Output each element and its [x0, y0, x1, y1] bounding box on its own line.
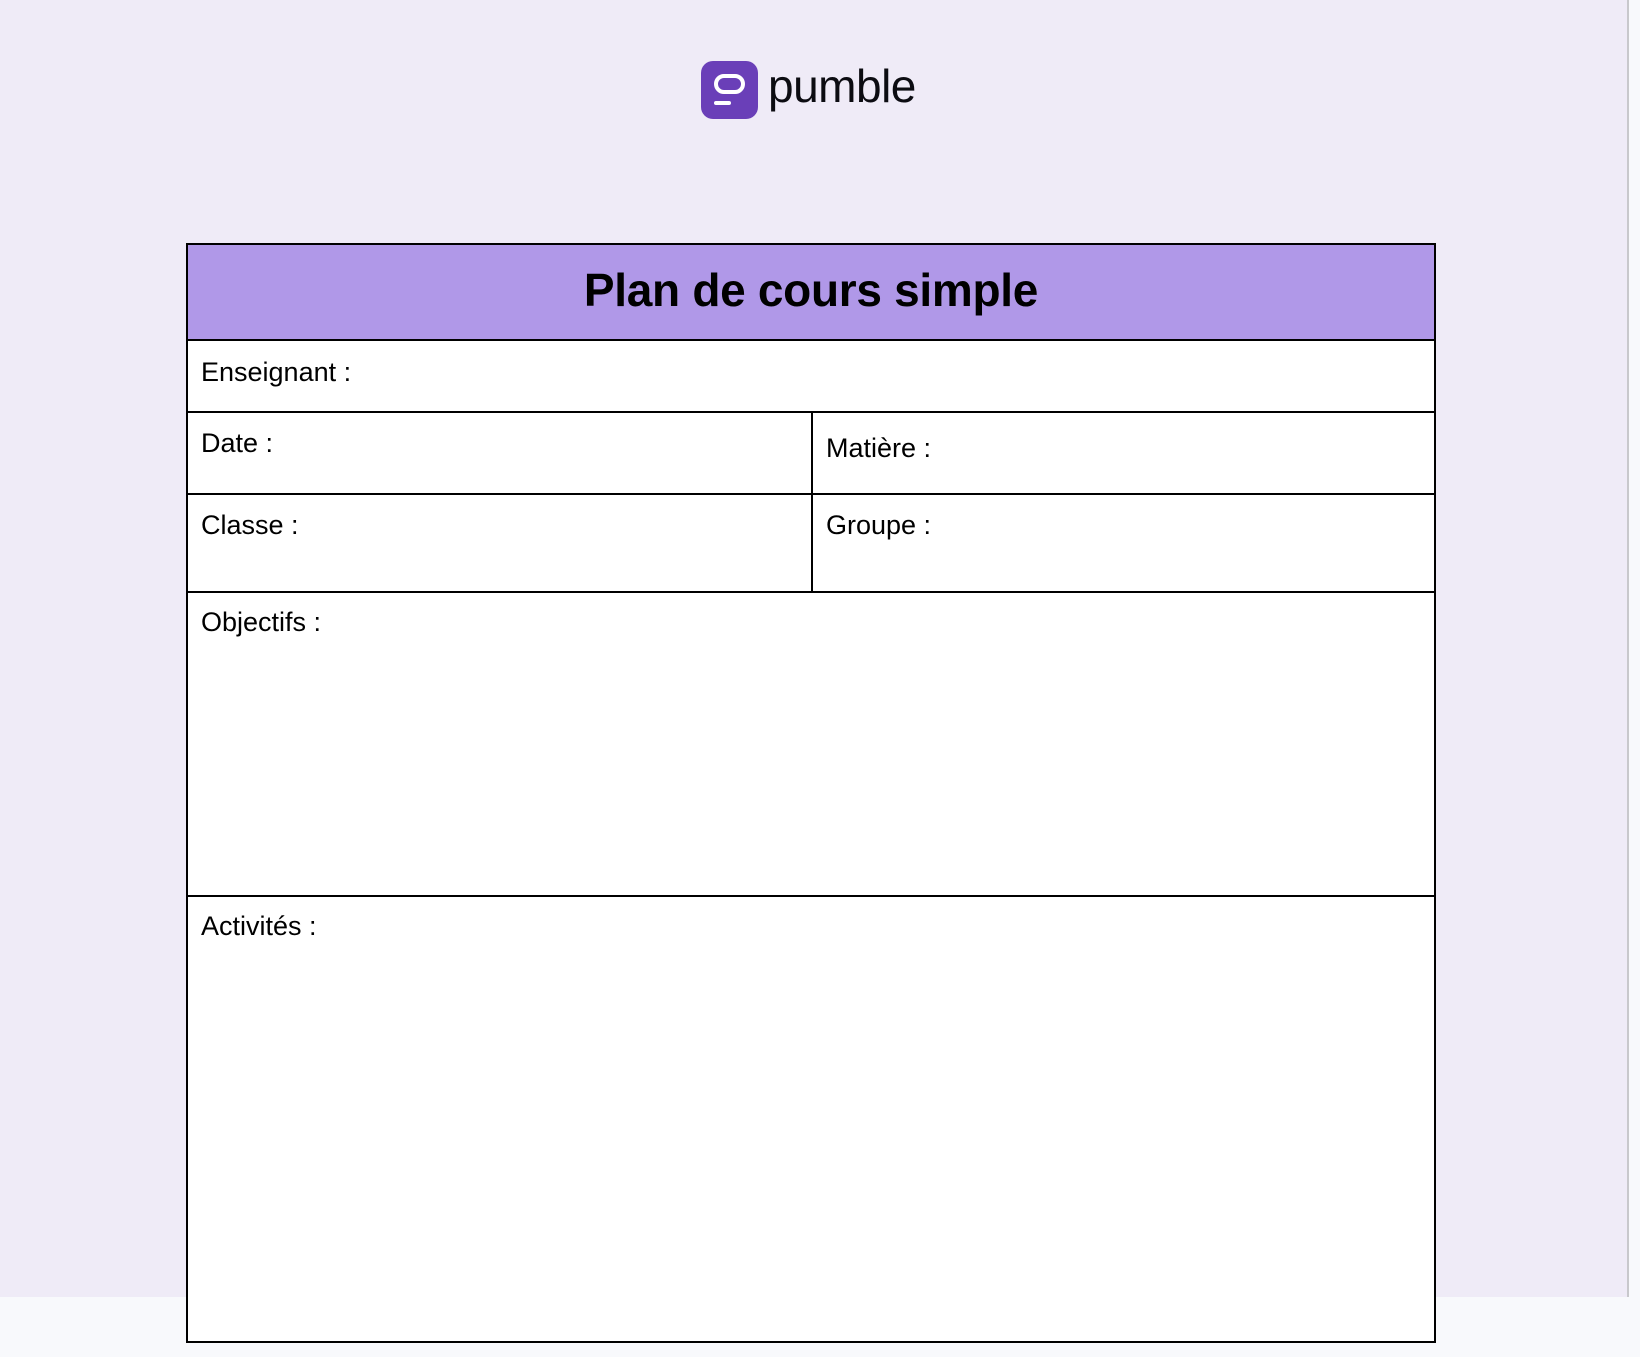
- group-field[interactable]: Groupe :: [826, 510, 932, 540]
- subject-field[interactable]: Matière :: [826, 433, 932, 463]
- teacher-field[interactable]: Enseignant :: [201, 357, 352, 387]
- logo-bubble-shape: [714, 74, 745, 94]
- date-subject-row: [188, 413, 1434, 495]
- logo-bar-shape: [714, 101, 731, 105]
- chat-bubble-logo-icon: [701, 61, 758, 119]
- brand-wordmark: pumble: [768, 60, 916, 112]
- teacher-row: [188, 341, 1434, 413]
- objectives-field[interactable]: Objectifs :: [201, 607, 322, 637]
- date-field[interactable]: Date :: [188, 413, 813, 493]
- brand-logo: [701, 61, 916, 119]
- class-group-row: [188, 495, 1434, 593]
- activities-field[interactable]: Activités :: [201, 911, 317, 941]
- class-field[interactable]: Classe :: [188, 495, 813, 591]
- activities-row: [188, 897, 1434, 1357]
- table-header: [188, 245, 1434, 341]
- objectives-row: [188, 593, 1434, 897]
- scrollbar-track[interactable]: [1629, 0, 1640, 1297]
- document-title: Plan de cours simple: [583, 264, 1039, 316]
- lesson-plan-table: [186, 243, 1436, 1343]
